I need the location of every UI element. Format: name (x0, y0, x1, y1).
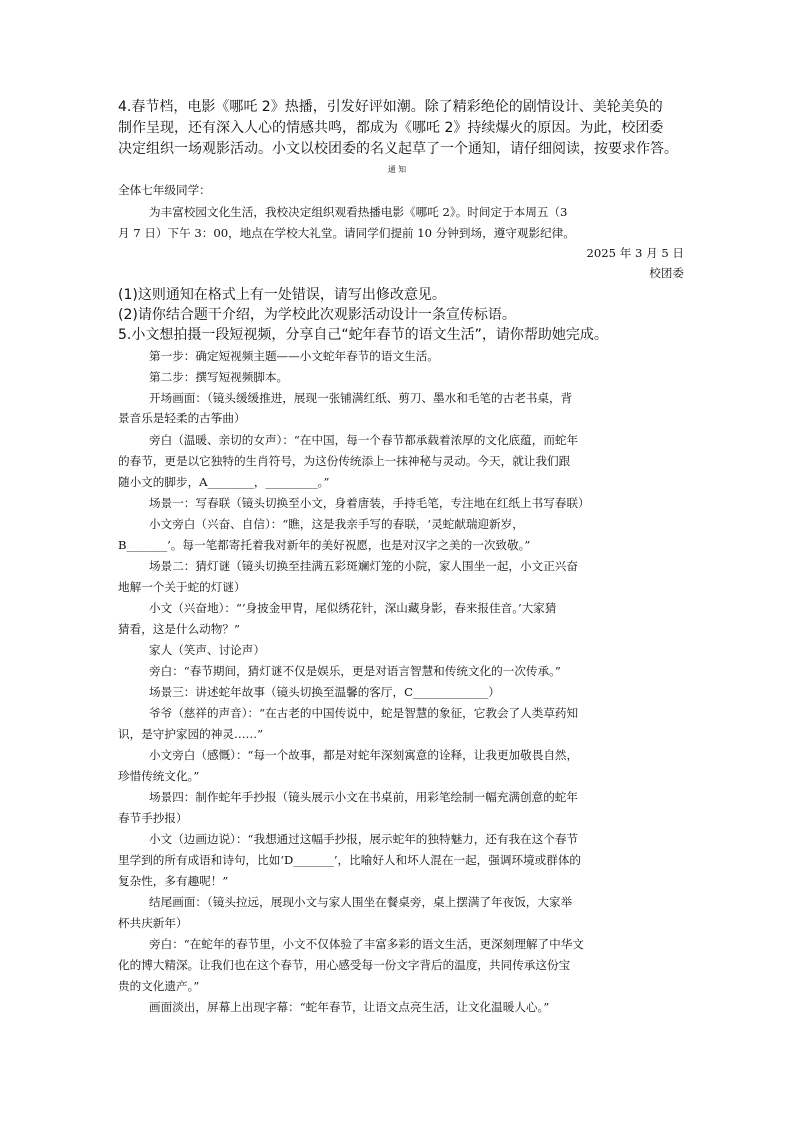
scene-4-heading-line-1: 场景四：制作蛇年手抄报（镜头展示小文在书桌前，用彩笔绘制一幅充满创意的蛇年 (149, 790, 578, 804)
xiaowen-voiceover-line-1: 小文旁白（感慨）：“每一个故事，都是对蛇年深刻寓意的诠释，让我更加敬畏自然， (149, 748, 579, 762)
narration-lantern-riddles: 旁白：“春节期间，猜灯谜不仅是娱乐，更是对语言智慧和传统文化的一次传承。” (149, 664, 561, 678)
scene-2-heading-line-1: 场景二：猜灯谜（镜头切换至挂满五彩斑斓灯笼的小院，家人围坐一起，小文正兴奋 (149, 559, 578, 573)
scene-4-heading-line-2: 春节手抄报） (118, 811, 188, 825)
notice-signature: 校团委 (649, 266, 684, 280)
question-5-title: 5.小文想拍摄一段短视频，分享自己“蛇年春节的语文生活”，请你帮助她完成。 (118, 327, 608, 343)
fade-out-caption: 画面淡出，屏幕上出现字幕：“蛇年春节，让语文点亮生活，让文化温暖人心。” (149, 1000, 550, 1014)
scene-1-voiceover-line-1: 小文旁白（兴奋、自信）：“瞧，这是我亲手写的春联，‘灵蛇献瑞迎新岁， (149, 517, 524, 531)
step-1: 第一步：确定短视频主题——小文蛇年春节的语文生活。 (149, 349, 439, 363)
narration-line-2: 的春节，更是以它独特的生肖符号，为这份传统添上一抹神秘与灵动。今天，就让我们跟 (118, 454, 571, 468)
notice-body-line-1: 为丰富校园文化生活，我校决定组织观看热播电影《哪吒 2》。时间定于本周五（3 (149, 205, 568, 219)
grandpa-line-1: 爷爷（慈祥的声音）：“在古老的中国传说中，蛇是智慧的象征，它教会了人类草药知 (149, 706, 579, 720)
final-narration-line-2: 化的博大精深。让我们也在这个春节，用心感受每一份文字背后的温度，共同传承这份宝 (118, 958, 571, 972)
drawing-line-1: 小文（边画边说）：“我想通过这幅手抄报，展示蛇年的独特魅力，还有我在这个春节 (149, 832, 579, 846)
question-4-line-3: 决定组织一场观影活动。小文以校团委的名义起草了一个通知，请仔细阅读，按要求作答。 (118, 141, 678, 157)
riddle-line-1: 小文（兴奋地）：“‘身披金甲胄，尾似绣花针，深山藏身影，春来报佳音。’大家猜 (149, 601, 557, 615)
xiaowen-voiceover-line-2: 珍惜传统文化。” (118, 769, 200, 783)
scene-1-voiceover-line-2-blank-b: B_______’。每一笔都寄托着我对新年的美好祝愿，也是对汉字之美的一次致敬。” (118, 538, 531, 552)
final-narration-line-1: 旁白：“在蛇年的春节里，小文不仅体验了丰富多彩的语文生活，更深刻理解了中华文 (149, 937, 584, 951)
question-4-sub-1: (1)这则通知在格式上有一处错误，请写出修改意见。 (118, 287, 446, 303)
opening-scene-line-1: 开场画面：（镜头缓缓推进，展现一张铺满红纸、剪刀、墨水和毛笔的古老书桌，背 (149, 391, 573, 405)
question-4-sub-2: (2)请你结合题干介绍，为学校此次观影活动设计一条宣传标语。 (118, 307, 516, 323)
notice-title: 通 知 (387, 165, 407, 174)
notice-salutation: 全体七年级同学： (118, 183, 211, 197)
scene-3-heading-blank-c: 场景三：讲述蛇年故事（镜头切换至温馨的客厅，C_____________） (149, 685, 500, 699)
drawing-line-3: 复杂性，多有趣呢！” (118, 874, 229, 888)
scene-1-heading: 场景一：写春联（镜头切换至小文，身着唐装，手持毛笔，专注地在红纸上书写春联） (149, 496, 590, 510)
drawing-line-2-blank-d: 里学到的所有成语和诗句，比如‘D_______’，比喻好人和坏人混在一起，强调环境或群体的 (118, 853, 582, 867)
ending-scene-line-1: 结尾画面：（镜头拉远，展现小文与家人围坐在餐桌旁，桌上摆满了年夜饭，大家举 (149, 895, 573, 909)
narration-line-1: 旁白（温暖、亲切的女声）：“在中国，每一个春节都承载着浓厚的文化底蕴，而蛇年 (149, 433, 579, 447)
scene-2-heading-line-2: 地解一个关于蛇的灯谜） (118, 580, 246, 594)
family-reaction: 家人（笑声、讨论声） (149, 643, 265, 657)
grandpa-line-2: 识，是守护家园的神灵……” (118, 727, 264, 741)
question-4-line-1: 4.春节档，电影《哪吒 2》热播，引发好评如潮。除了精彩绝伦的剧情设计、美轮美奂的 (118, 99, 663, 115)
riddle-line-2: 猜看，这是什么动物？” (118, 622, 240, 636)
notice-date: 2025 年 3 月 5 日 (586, 246, 684, 260)
ending-scene-line-2: 杯共庆新年） (118, 916, 188, 930)
question-4-line-2: 制作呈现，还有深入人心的情感共鸣，都成为《哪吒 2》持续爆火的原因。为此，校团委 (118, 120, 664, 136)
step-2: 第二步：撰写短视频脚本。 (149, 370, 289, 384)
opening-scene-line-2: 景音乐是轻柔的古筝曲） (118, 411, 246, 425)
notice-body-line-2: 月 7 日）下午 3：00，地点在学校大礼堂。请同学们提前 10 分钟到场，遵守观影纪律。 (118, 226, 575, 240)
final-narration-line-3: 贵的文化遗产。” (118, 979, 200, 993)
narration-line-3-blank-a: 随小文的脚步，A________，_________。” (118, 475, 330, 489)
